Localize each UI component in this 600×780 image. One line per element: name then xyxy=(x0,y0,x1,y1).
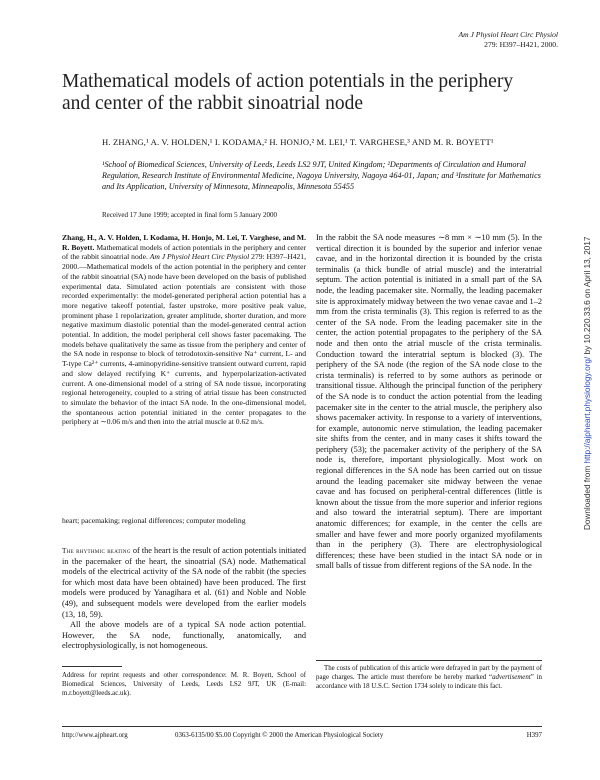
abstract-body: 279: H397–H421, 2000.—Mathematical models of the action potential in the periphery and center of the rabbit sinoatrial (SA) node have been developed on the basis of published experimental data. Simulated action potentials are consistent with those recorded experimentally: the model-generated peripheral action potential has a more negative takeoff potential, faster upstroke, more positive peak value, prominent phase 1 repolarization, greater amplitude, shorter duration, and more negative maximum diastolic potential than the model-generated central action potential. In addition, the model peripheral cell shows faster pacemaking. The models behave qualitatively the same as tissue from the periphery and center of the SA node in response to block of tetrodotoxin-sensitive Na⁺ current, L- and T-type Ca²⁺ currents, 4-aminopyridine-sensitive transient outward current, rapid and slow delayed rectifying K⁺ currents, and hyperpolarization-activated current. A one-dimensional model of a string of SA node tissue, incorporating regional heterogeneity, coupled to a string of atrial tissue has been constructed to simulate the behavior of the intact SA node. In the one-dimensional model, the spontaneous action potential initiated in the center propagates to the periphery at ∼0.06 m/s and then into the atrial muscle at 0.62 m/s. xyxy=(62,252,306,427)
watermark-prefix: Downloaded from xyxy=(583,463,592,530)
intro-lead: The rhythmic beating xyxy=(62,547,131,555)
journal-pages: 279: H397–H421, 2000. xyxy=(484,39,558,49)
journal-header xyxy=(459,30,558,49)
bottom-rule xyxy=(62,726,542,727)
author-list: H. ZHANG,¹ A. V. HOLDEN,¹ I. KODAMA,² H. HONJO,² M. LEI,¹ T. VARGHESE,³ AND M. R. BOYETT¹ xyxy=(102,137,494,147)
download-watermark xyxy=(583,237,592,530)
abstract-title: Mathematical models of action potentials in the periphery and center of the rabbit sinoatrial node. xyxy=(62,242,306,262)
intro-paragraph-2: All the above models are of a typical SA node action potential. However, the SA node, functionally, anatomically, and electrophysiologically, is not homogeneous. xyxy=(62,620,306,651)
abstract-authors: Zhang, H., A. V. Holden, I. Kodama, H. Honjo, M. Lei, T. Varghese, and M. R. Boyett. xyxy=(62,233,306,252)
article-title: Mathematical models of action potentials in the periphery and center of the rabbit sinoatrial node xyxy=(62,71,514,114)
correspondence-footnote: Address for reprint requests and other correspondence: M. R. Boyett, School of Biomedical Sciences, University of Leeds, Leeds LS2 9JT, UK (E-mail: m.r.boyett@leeds.ac.uk). xyxy=(62,672,306,697)
abstract-citation: Am J Physiol Heart Circ Physiol xyxy=(149,252,250,262)
intro-paragraph-1 xyxy=(62,546,306,620)
journal-url[interactable]: http://www.ajpheart.org xyxy=(62,732,128,739)
abstract xyxy=(62,233,306,427)
right-column-text: In the rabbit the SA node measures ∼8 mm × ∼10 mm (5). In the vertical direction it is bounded by the superior and inferior venae cavae, and in the horizontal direction it is bounded by the crista terminalis (a thick bundle of atrial muscle) and the interatrial septum. The action potential is initiated in a small part of the SA node, the leading pacemaker site. Normally, the leading pacemaker site is approximately midway between the two venae cavae and 1–2 mm from the crista terminalis (3). This region is referred to as the center of the SA node. From the leading pacemaker site in the center, the action potential propagates to the periphery of the SA node and then onto the atrial muscle of the crista terminalis. Conduction toward the interatrial septum is blocked (3). The periphery of the SA node (the region of the SA node close to the crista terminalis) is referred to by some authors as perinode or transitional tissue. Although the principal function of the periphery of the SA node is to conduct the action potential from the leading pacemaker site in the center to the atrial muscle, the periphery also shows pacemaker activity. In response to a variety of interventions, for example, autonomic nerve stimulation, the leading pacemaker site shifts from the center, and in many cases it shifts toward the periphery (53); the pacemaker activity of the periphery of the SA node is, therefore, important physiologically. Most work on regional differences in the SA node has been carried out on tissue around the leading pacemaker site midway between the venae cavae and has focused on peripheral-central differences (little is known about the tissue from the more superior and inferior regions and also toward the interatrial septum). There are important anatomic differences; for example, in the center the cells are smaller and have fewer and more poorly organized myofilaments than in the periphery (3). There are electrophysiological differences; these have been studied in the intact SA node or in small balls of tissue from different regions of the SA node. In the xyxy=(316,233,542,571)
footnote-divider xyxy=(62,666,122,667)
watermark-link[interactable]: http://ajpheart.physiology.org/ xyxy=(583,356,592,464)
introduction xyxy=(62,546,306,652)
intro-text-1: of the heart is the result of action potentials initiated in the pacemaker of the heart, the sinoatrial (SA) node. Mathematical models of the electrical activity of the SA node of the rabbit (the species for which most data have been obtained) have been produced. The first models were produced by Yanagihara et al. (61) and Noble and Noble (49), and subsequent models were developed from the earlier models (13, 18, 59). xyxy=(62,546,306,619)
page-charges-text-b: ” in accordance with 18 U.S.C. Section 1734 solely to indicate this fact. xyxy=(316,674,542,690)
page-charges-italic: advertisement xyxy=(492,674,531,681)
copyright-line: 0363-6135/00 $5.00 Copyright © 2000 the American Physiological Society xyxy=(175,732,384,739)
page-number: H397 xyxy=(526,732,542,739)
affiliations: ¹School of Biomedical Sciences, University of Leeds, Leeds LS2 9JT, United Kingdom; ²Departments of Circulation and Humoral Regulation, Research Institute of Environmental Medicine, Nagoya University, Nagoya 464-01, Japan; and ³Institute for Mathematics and Its Application, University of Minnesota, Minneapolis, Minnesota 55455 xyxy=(102,160,541,191)
watermark-suffix: by 10.220.33.6 on April 13, 2017 xyxy=(583,236,592,357)
received-date: Received 17 June 1999; accepted in final form 5 January 2000 xyxy=(102,211,277,219)
journal-name: Am J Physiol Heart Circ Physiol xyxy=(458,30,558,39)
keywords: heart; pacemaking; regional differences; computer modeling xyxy=(62,516,246,525)
page-charges-footnote xyxy=(316,664,542,691)
page-charges-text-a: The costs of publication of this article were defrayed in part by the payment of page charges. The article must therefore be hereby marked “ xyxy=(316,665,542,681)
right-footnote-divider xyxy=(316,660,542,661)
